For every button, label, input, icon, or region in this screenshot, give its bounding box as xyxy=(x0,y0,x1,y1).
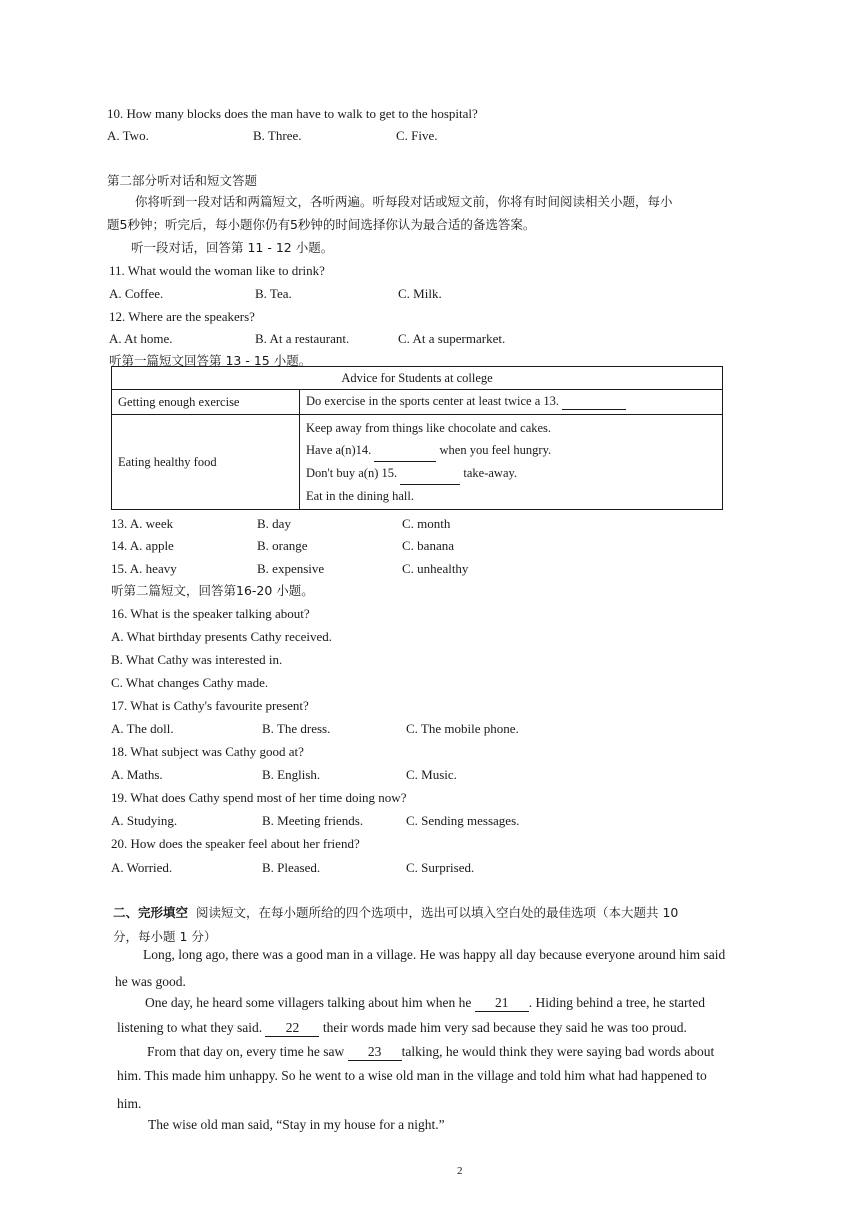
q17-option-b: B. The dress. xyxy=(262,721,331,736)
cloze-p3-line2: him. This made him unhappy. So he went to a wise old man in the village and told him what had happened to xyxy=(117,1068,707,1083)
cloze-p3-line1-b: talking, he would think they were saying bad words about xyxy=(401,1044,715,1059)
advice-row2-content xyxy=(300,415,723,510)
cloze-p3-line1 xyxy=(147,1044,714,1061)
question-19: 19. What does Cathy spend most of her time doing now? xyxy=(111,790,407,805)
advice-row1-text xyxy=(300,390,723,415)
q10-option-a: A. Two. xyxy=(107,128,149,143)
part2-instruction-line1: 你将听到一段对话和两篇短文，各听两遍。听每段对话或短文前，你将有时间阅读相关小题，每小 xyxy=(135,194,673,209)
q17-option-a: A. The doll. xyxy=(111,721,174,736)
question-11: 11. What would the woman like to drink? xyxy=(109,263,325,278)
q15-option-a: 15. A. heavy xyxy=(111,561,177,576)
q16-option-a: A. What birthday presents Cathy received. xyxy=(111,629,333,644)
blank-15[interactable] xyxy=(400,462,460,485)
cloze-instruction-line1 xyxy=(113,905,678,921)
question-17: 17. What is Cathy's favourite present? xyxy=(111,698,309,713)
q18-option-a: A. Maths. xyxy=(111,767,163,782)
advice-row1-sentence: Do exercise in the sports center at least twice a 13. xyxy=(306,394,560,408)
blank-21[interactable]: 21 xyxy=(475,995,529,1012)
advice-line-2-prefix: Have a(n)14. xyxy=(306,443,372,457)
part2-instruction-line2: 题5秒钟；听完后，每小题你仍有5秒钟的时间选择你认为最合适的备选答案。 xyxy=(107,217,536,232)
q16-option-c: C. What changes Cathy made. xyxy=(111,675,269,690)
q11-option-a: A. Coffee. xyxy=(109,286,164,301)
q14-option-c: C. banana xyxy=(402,538,454,553)
question-18: 18. What subject was Cathy good at? xyxy=(111,744,304,759)
q10-option-c: C. Five. xyxy=(396,128,438,143)
advice-line-1: Keep away from things like chocolate and cakes. xyxy=(306,421,552,435)
cloze-p3-line3: him. xyxy=(117,1096,142,1111)
advice-row2-label: Eating healthy food xyxy=(112,415,300,510)
cloze-p1-line2: he was good. xyxy=(115,974,186,989)
cloze-p3-line1-a: From that day on, every time he saw xyxy=(147,1044,345,1059)
question-16: 16. What is the speaker talking about? xyxy=(111,606,310,621)
q12-option-b: B. At a restaurant. xyxy=(255,331,350,346)
q20-option-a: A. Worried. xyxy=(111,860,173,875)
advice-table xyxy=(111,366,723,510)
q19-option-b: B. Meeting friends. xyxy=(262,813,364,828)
question-20: 20. How does the speaker feel about her friend? xyxy=(111,836,360,851)
q18-option-b: B. English. xyxy=(262,767,321,782)
q15-option-c: C. unhealthy xyxy=(402,561,469,576)
advice-line-3-prefix: Don't buy a(n) 15. xyxy=(306,466,398,480)
cloze-p2-line1 xyxy=(145,995,705,1012)
advice-row1-label: Getting enough exercise xyxy=(112,390,300,415)
cloze-p2-line1-a: One day, he heard some villagers talking about him when he xyxy=(145,995,472,1010)
question-10: 10. How many blocks does the man have to walk to get to the hospital? xyxy=(107,106,478,121)
passage1-intro: 听第一篇短文回答第 13 - 15 小题。 xyxy=(109,353,312,368)
cloze-p2-line2-b: their words made him very sad because they said he was too proud. xyxy=(322,1020,687,1035)
question-12: 12. Where are the speakers? xyxy=(109,309,255,324)
q10-option-b: B. Three. xyxy=(253,128,302,143)
blank-23[interactable]: 23 xyxy=(348,1044,402,1061)
blank-22[interactable]: 22 xyxy=(265,1020,319,1037)
advice-line-4: Eat in the dining hall. xyxy=(306,489,414,503)
advice-table-title: Advice for Students at college xyxy=(112,367,723,390)
q13-option-c: C. month xyxy=(402,516,451,531)
part2-heading: 第二部分听对话和短文答题 xyxy=(107,173,258,188)
q18-option-c: C. Music. xyxy=(406,767,457,782)
blank-14[interactable] xyxy=(374,439,436,462)
advice-line-2-suffix: when you feel hungry. xyxy=(439,443,552,457)
q16-option-b: B. What Cathy was interested in. xyxy=(111,652,283,667)
q12-option-a: A. At home. xyxy=(109,331,173,346)
q19-option-a: A. Studying. xyxy=(111,813,178,828)
q14-option-a: 14. A. apple xyxy=(111,538,174,553)
q20-option-c: C. Surprised. xyxy=(406,860,475,875)
passage2-intro: 听第二篇短文，回答第16-20 小题。 xyxy=(111,583,314,598)
advice-line-3-suffix: take-away. xyxy=(463,466,518,480)
advice-line-3 xyxy=(306,462,716,485)
cloze-instruction-line2: 分，每小题 1 分） xyxy=(113,929,217,944)
dialogue-intro: 听一段对话，回答第 11 - 12 小题。 xyxy=(131,240,334,255)
q11-option-b: B. Tea. xyxy=(255,286,292,301)
q13-option-a: 13. A. week xyxy=(111,516,174,531)
q11-option-c: C. Milk. xyxy=(398,286,442,301)
cloze-heading: 二、完形填空 xyxy=(113,905,189,920)
q20-option-b: B. Pleased. xyxy=(262,860,321,875)
cloze-p2-line2-a: listening to what they said. xyxy=(117,1020,263,1035)
q19-option-c: C. Sending messages. xyxy=(406,813,520,828)
cloze-p4-line1: The wise old man said, “Stay in my house for a night.” xyxy=(148,1117,445,1132)
cloze-p1-line1: Long, long ago, there was a good man in a village. He was happy all day because everyone around him said xyxy=(143,947,726,962)
advice-line-2 xyxy=(306,439,716,462)
q17-option-c: C. The mobile phone. xyxy=(406,721,519,736)
blank-13[interactable] xyxy=(562,394,626,410)
q14-option-b: B. orange xyxy=(257,538,308,553)
q13-option-b: B. day xyxy=(257,516,291,531)
cloze-p2-line1-b: . Hiding behind a tree, he started xyxy=(528,995,705,1010)
q12-option-c: C. At a supermarket. xyxy=(398,331,506,346)
q15-option-b: B. expensive xyxy=(257,561,325,576)
cloze-instruction-text: 阅读短文，在每小题所给的四个选项中，选出可以填入空白处的最佳选项（本大题共 10 xyxy=(195,905,679,920)
cloze-p2-line2 xyxy=(117,1020,687,1037)
page-number: 2 xyxy=(457,1165,463,1177)
